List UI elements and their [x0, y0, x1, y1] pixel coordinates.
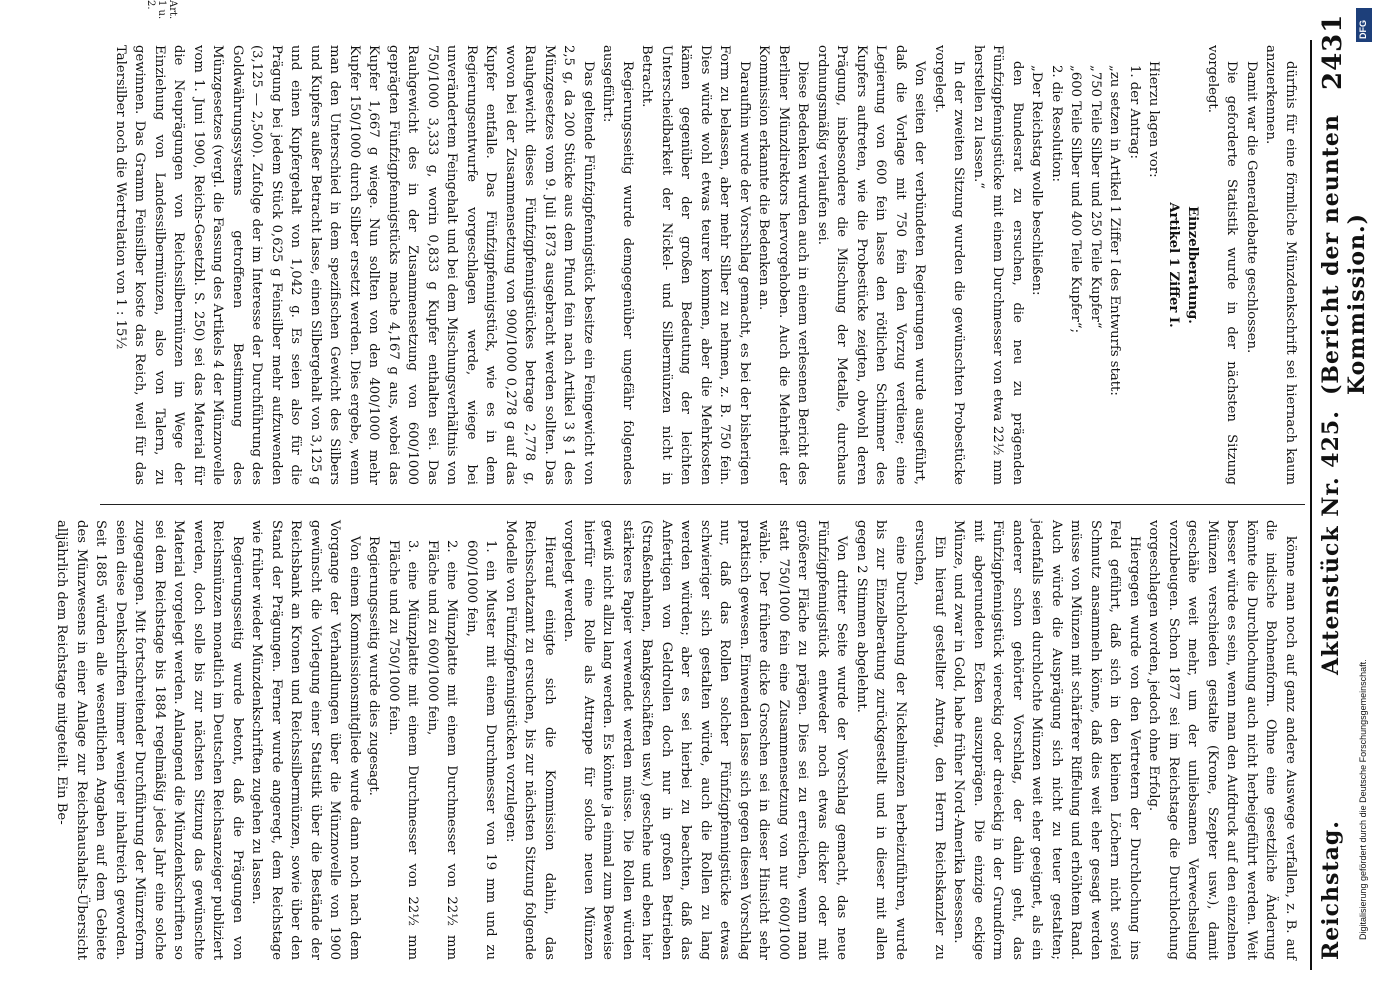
paragraph: „750 Teile Silber und 250 Teile Kupfer“: [1088, 65, 1103, 329]
paragraph: Regierungsseitig wurde dies zugesagt.: [366, 536, 382, 796]
paragraph: könne man noch auf ganz andere Auswege verfallen, z. B. auf die indische Bohnenform. Ohne eine gesetzliche Änderung könnte die Durchlochung auch nicht herbeigeführt werden. Weit besser würde es sein, wenn man den Aufdruck auf den einzelnen Münzen verschieden gestalte (Krone, Szepter usw.), damit geschähe weit mehr, um der unliebsamen Verwechselung vorzubeugen. Schon 1877 sei im Reichstage die Durchlochung vorgeschlagen worden, jedoch ohne Erfolg.: [1146, 520, 1298, 960]
paragraph: Von dritter Seite wurde der Vorschlag gemacht, das neue Fünfzigpfennigstück entweder noch etwas dicker oder mit größerer Fläche zu prägen. Dies sei zu erreichen, wenn man statt 750/1000 fein eine Zusammensetzung von nur 600/1000 wähle. Der frühere dicke Groschen sei in dieser Hinsicht sehr praktisch gewesen. Einwenden lasse sich gegen diesen Vorschlag nur, daß das Rollen solcher Fünfzigpfennigstücke etwas schwieriger sich gestalten würde, auch die Rollen zu lang werden würden; aber es sei hierbei zu beachten, daß das Anfertigen von Geldrollen doch nur in großen Betrieben (Straßenbahnen, Bankgeschäften usw.) geschehe und eben hier stärkeres Papier verwendet werden müsse. Die Rollen würden gewiß nicht allzu lang werden. Es könnte ja einmal zum Beweise hierfür eine Rolle als Attrappe für solche neuen Münzen vorgelegt werden.: [561, 520, 850, 960]
paragraph: „Der Reichstag wolle beschließen:: [1029, 65, 1045, 296]
paragraph: Von seiten der verbündeten Regierungen wurde ausgeführt, daß die Vorlage mit 750 fein den Vorzug verdiene; eine Legierung von 600 fein lasse den rötlichen Schimmer des Kupfers auftreten, wie die Probestücke zeigten, obwohl deren Prägung, insbesondere die Mischung der Metalle, durchaus ordnungsmäßig verlaufen sei.: [815, 45, 928, 485]
paragraph: Hiergegen wurde von den Vertretern der Durchlochung ins Feld geführt, daß sich in den kleinen Löchern nicht soviel Schmutz ansammeln könne, daß dies weit eher gesagt werden müsse von Münzen mit schärferer Riffelung und erhöhtem Rand. Auch würde die Ausprägung sich nicht zu teuer gestalten; jedenfalls seien durchlochte Münzen weit eher geeignet, als ein anderer schon gehörter Vorschlag, der dahin geht, das Fünfzigpfennigstück viereckig oder dreieckig in der Grundform mit abgerundeten Ecken auszuprägen. Die einzige eckige Münze, und zwar in Gold, habe früher Nord-Amerika besessen.: [951, 520, 1142, 960]
paragraph: Daraufhin wurde der Vorschlag gemacht, es bei der bisherigen Form zu belassen, aber mehr Silber zu nehmen, z. B. 750 fein. Dies würde wohl etwas teurer kommen, aber die Mehrkosten kämen gegenüber der großen Bedeutung der leichten Unterscheidbarkeit der Nickel- und Silbermünzen nicht in Betracht.: [639, 45, 752, 485]
column-divider: [100, 504, 1305, 505]
header-rule: [1310, 40, 1312, 970]
paragraph: Regierungsseitig wurde demgegenüber ungefähr folgendes ausgeführt:: [600, 45, 635, 485]
page-number: 2431: [1318, 13, 1348, 90]
paragraph: Das geltende Fünfzigpfennigstück besitze ein Feingewicht von 2,5 g, da 200 Stücke aus dem Pfund fein nach Artikel 3 § 1 des Münzgesetzes vom 9. Juli 1873 ausgebracht werden sollten. Das Rauhgewicht dieses Fünfzigpfennigstückes betrage 2,778 g, wovon bei der Zusammensetzung von 900/1000 0,278 g auf das Kupfer entfalle. Das Fünfzigpfennigstück, wie es in dem Regierungsentwurfe vorgeschlagen werde, wiege bei unverändertem Feingehalt und bei dem Mischungsverhältnis von 750/1000 3,333 g, worin 0,833 g Kupfer enthalten sei. Das Rauhgewicht des in der Zusammensetzung von 600/1000 geprägten Fünfzigpfennigstücks mache 4,167 g aus, wobei das Kupfer 1,667 g wiege. Nun sollten von den 400/1000 mehr Kupfer 150/1000 durch Silber ersetzt werden. Dies ergebe, wenn man den Unterschied in dem spezifischen Gewicht des Silbers und Kupfers außer Betracht lasse, einen Silbergehalt von 3,125 g und einen Kupfergehalt von 1,042 g. Es seien also für die Prägung bei jedem Stück 0,625 g Feinsilber mehr aufzuwenden (3,125 — 2,500). Zufolge der im Interesse der Durchführung des Goldwährungssystems getroffenen Bestimmung des Münzgesetzes (vergl. die Fassung des Artikels 4 der Münznovelle vom 1. Juni 1900, Reichs-Gesetzbl. S. 250) sei das Material für die Neuprägungen von Reichssilbermünzen im Wege der Einziehung von Landessilbermünzen, also von Talern, zu gewinnen. Das Gramm Feinsilber koste das Reich, weil für das Talersilber noch die Wertrelation von 1 : 15½: [113, 45, 596, 485]
left-column: [54, 520, 1300, 960]
paragraph: „zu setzen in Artikel 1 Ziffer I des Entwurfs statt:: [1107, 65, 1123, 396]
credit-text: Digitalisierung gefördert durch die Deutsche Forschungsgemeinschaft.: [1358, 659, 1368, 940]
paragraph: Hierauf einigte sich die Kommission dahin, das Reichsschatzamt zu ersuchen, bis zur nächsten Sitzung folgende Modelle von Fünfzigpfennigstücken vorzulegen:: [503, 520, 557, 960]
paragraph: Ein hierauf gestellter Antrag, den Herrn Reichskanzler zu ersuchen,: [912, 520, 947, 960]
paragraph: 2. die Resolution:: [1049, 65, 1064, 182]
paragraph: 2. eine Münzplatte mit einem Durchmesser von 22½ mm Fläche und zu 600/1000 fein,: [425, 540, 460, 960]
paragraph: Hierzu lagen vor:: [1146, 61, 1162, 178]
dfg-logo: [1356, 8, 1372, 42]
paragraph: In der zweiten Sitzung wurden die gewünschten Probestücke vorgelegt.: [932, 45, 967, 485]
paragraph: dürfnis für eine förmliche Münzdenkschrift sei hiernach kaum anzuerkennen.: [1263, 45, 1298, 485]
paragraph: eine Durchlochung der Nickelmünzen herbeizuführen, wurde bis zur Einzelberatung zurückgestellt und in dieser mit allen gegen 2 Stimmen abgelehnt.: [854, 520, 908, 960]
paragraph: Einzelberatung.: [1185, 206, 1201, 324]
paragraph: 1. ein Muster mit einem Durchmesser von 19 mm und zu 600/1000 fein,: [464, 540, 499, 960]
paragraph: 3. eine Münzplatte mit einem Durchmesser von 22½ mm Fläche und zu 750/1000 fein.: [386, 540, 421, 960]
paragraph: Diese Bedenken wurden auch in einem verlesenen Bericht des Berliner Münzdirektors hervorgehoben. Auch die Mehrheit der Kommission erkannte die Bedenken an.: [756, 45, 811, 485]
paragraph: Die geforderte Statistik wurde in der nächsten Sitzung vorgelegt.: [1205, 45, 1240, 485]
header-left: Reichstag.: [1318, 820, 1344, 960]
dfg-logo-text: DFG: [1358, 20, 1368, 39]
paragraph: 1. der Antrag:: [1127, 65, 1142, 159]
paragraph: den Bundesrat zu ersuchen, die neu zu prägenden Fünfzigpfennigstücke mit einem Durchmesser von etwa 22½ mm herstellen zu lassen.“: [971, 45, 1025, 485]
paragraph: Von einem Kommissionsmitgliede wurde dann noch nach dem Vorgange der Verhandlungen über die Münznovelle von 1900 gewünscht die Vorlegung einer Statistik über die Bestände der Reichsbank an Kronen und Reichssilbermünzen, sowie über den Stand der Prägungen. Ferner wurde angeregt, dem Reichstage wie früher wieder Münzdenkschriften zugehen zu lassen.: [249, 520, 362, 960]
paragraph: Damit war die Generaldebatte geschlossen.: [1244, 61, 1259, 354]
paragraph: Regierungsseitig wurde betont, daß die Prägungen von Reichsmünzen monatlich im Deutschen Reichsanzeiger publiziert werden, doch solle bis zur nächsten Sitzung das gewünschte Material vorgelegt werden. Anlangend die Münzdenkschriften so sei dem Reichstage bis 1884 regelmäßig jedes Jahr eine solche zugegangen. Mit fortschreitender Durchführung der Münzreform seien diese Denkschriften immer weniger inhaltreich geworden. Seit 1885 würden alle wesentlichen Angaben auf dem Gebiete des Münzwesens in einer Anlage zur Reichshaushalts-Übersicht alljährlich dem Reichstage mitgeteilt. Ein Be-: [54, 520, 245, 960]
paragraph: „600 Teile Silber und 400 Teile Kupfer“;: [1068, 65, 1084, 334]
header-center: Aktenstück Nr. 425.: [1318, 410, 1344, 675]
header-right: (Bericht der neunten Kommission.): [1318, 114, 1370, 395]
digitization-credit: [1358, 40, 1376, 940]
right-column: [113, 45, 1300, 485]
margin-note: Art. 1 u. 2.: [145, 0, 178, 20]
paragraph: Artikel 1 Ziffer I.: [1166, 202, 1181, 328]
